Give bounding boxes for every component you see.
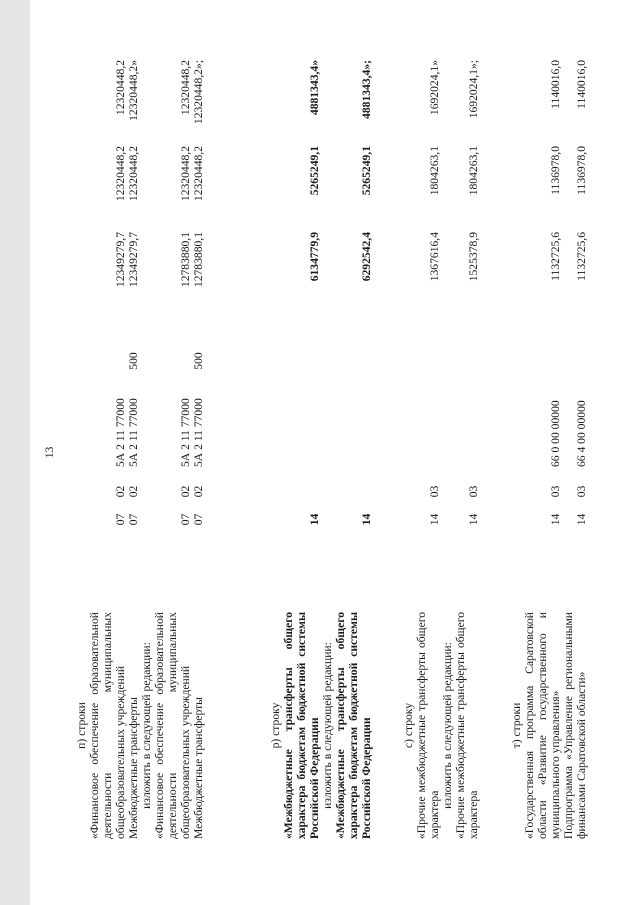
- row-name: Подпрограмма «Управление региональными финансами Саратовской области»: [562, 612, 588, 839]
- instruction-text: изложить в следующей редакции:: [441, 642, 454, 809]
- cell-section: 07: [114, 513, 127, 526]
- cell-sum-1: 12783880,1: [179, 232, 192, 288]
- cell-sum-2: 5265249,1: [360, 146, 373, 196]
- cell-subsection: 02: [179, 485, 192, 498]
- section-heading: с) строку: [402, 702, 415, 749]
- table-row: [127, 59, 140, 839]
- cell-expense-type: 500: [192, 352, 205, 370]
- cell-sum-3: 1140016,0: [575, 60, 588, 109]
- cell-subsection: 03: [467, 485, 480, 498]
- rotated-content: [30, 0, 640, 905]
- cell-sum-3: 12320448,2: [114, 60, 127, 116]
- row-name: «Прочие межбюджетные трансферты общего характера: [415, 612, 441, 839]
- table-row: [562, 59, 588, 839]
- cell-sum-3: 4881343,4»;: [360, 60, 373, 119]
- cell-sum-1: 1132725,6: [575, 232, 588, 281]
- cell-sum-3: 1140016,0: [549, 60, 562, 109]
- cell-subsection: 03: [549, 485, 562, 498]
- section-heading: р) строку: [269, 702, 282, 749]
- cell-target-item: 5А 2 11 77000: [114, 398, 127, 467]
- table-row: [153, 59, 192, 839]
- instruction-text: изложить в следующей редакции:: [140, 642, 153, 809]
- table-row: [454, 59, 480, 839]
- row-name: «Межбюджетные трансферты общего характера бюджетам бюджетной системы Российской Федерации: [334, 612, 373, 839]
- cell-section: 07: [179, 513, 192, 526]
- section-t: [510, 59, 588, 839]
- cell-target-item: 66 4 00 00000: [575, 400, 588, 467]
- cell-sum-2: 12320448,2: [127, 146, 140, 202]
- section-p: [75, 59, 205, 839]
- cell-sum-1: 6134779,9: [308, 232, 321, 282]
- cell-subsection: 02: [127, 485, 140, 498]
- cell-expense-type: 500: [127, 352, 140, 370]
- cell-sum-1: 1525378,9: [467, 232, 480, 282]
- cell-sum-2: 1136978,0: [575, 146, 588, 195]
- cell-subsection: 03: [428, 485, 441, 498]
- document-page: [30, 0, 640, 905]
- cell-sum-1: 12349279,7: [114, 232, 127, 288]
- cell-sum-2: 12320448,2: [114, 146, 127, 202]
- cell-sum-3: 12320448,2»: [127, 60, 140, 121]
- cell-subsection: 02: [114, 485, 127, 498]
- cell-sum-2: 5265249,1: [308, 146, 321, 196]
- cell-target-item: 5А 2 11 77000: [192, 398, 205, 467]
- row-name: Межбюджетные трансферты: [192, 697, 205, 839]
- cell-sum-1: 1367616,4: [428, 232, 441, 282]
- cell-section: 07: [192, 513, 205, 526]
- cell-subsection: 03: [575, 485, 588, 498]
- cell-section: 14: [549, 513, 562, 526]
- cell-sum-3: 1692024,1»;: [467, 60, 480, 119]
- cell-sum-3: 1692024,1»: [428, 60, 441, 116]
- row-name: «Финансовое обеспечение образовательной деятельности муниципальных общеобразовательных учреждений: [153, 612, 192, 839]
- cell-section: 14: [575, 513, 588, 526]
- table-row: [88, 59, 127, 839]
- cell-section: 14: [308, 513, 321, 526]
- row-name: «Государственная программа Саратовской области «Развитие государственного и муниципального управления»: [523, 612, 562, 839]
- row-name: «Межбюджетные трансферты общего характера бюджетам бюджетной системы Российской Федерации: [282, 612, 321, 839]
- cell-sum-3: 12320448,2»;: [192, 60, 205, 125]
- cell-sum-1: 1132725,6: [549, 232, 562, 281]
- section-s: [402, 59, 480, 839]
- cell-section: 14: [467, 513, 480, 526]
- row-name: Межбюджетные трансферты: [127, 697, 140, 839]
- cell-sum-1: 6292542,4: [360, 232, 373, 282]
- cell-sum-2: 12320448,2: [179, 146, 192, 202]
- cell-sum-2: 12320448,2: [192, 146, 205, 202]
- cell-sum-3: 12320448,2: [179, 60, 192, 116]
- cell-subsection: 02: [192, 485, 205, 498]
- table-row: [415, 59, 441, 839]
- cell-sum-1: 12783880,1: [192, 232, 205, 288]
- cell-sum-2: 1804263,1: [467, 146, 480, 196]
- instruction-text: изложить в следующей редакции:: [321, 642, 334, 809]
- cell-section: 07: [127, 513, 140, 526]
- section-heading: п) строки: [75, 702, 88, 749]
- table-row: [192, 59, 205, 839]
- cell-target-item: 66 0 00 00000: [549, 400, 562, 467]
- cell-sum-2: 1804263,1: [428, 146, 441, 196]
- cell-target-item: 5А 2 11 77000: [127, 398, 140, 467]
- table-row: [334, 59, 373, 839]
- cell-sum-1: 12349279,7: [127, 232, 140, 288]
- cell-section: 14: [428, 513, 441, 526]
- page-number: 13: [43, 446, 56, 459]
- table-row: [523, 59, 562, 839]
- section-r: [269, 59, 373, 839]
- cell-target-item: 5А 2 11 77000: [179, 398, 192, 467]
- section-heading: т) строки: [510, 702, 523, 749]
- row-name: «Прочие межбюджетные трансферты общего характера: [454, 612, 480, 839]
- cell-sum-3: 4881343,4»: [308, 60, 321, 116]
- cell-sum-2: 1136978,0: [549, 146, 562, 195]
- cell-section: 14: [360, 513, 373, 526]
- table-row: [282, 59, 321, 839]
- row-name: «Финансовое обеспечение образовательной деятельности муниципальных общеобразовательных учреждений: [88, 612, 127, 839]
